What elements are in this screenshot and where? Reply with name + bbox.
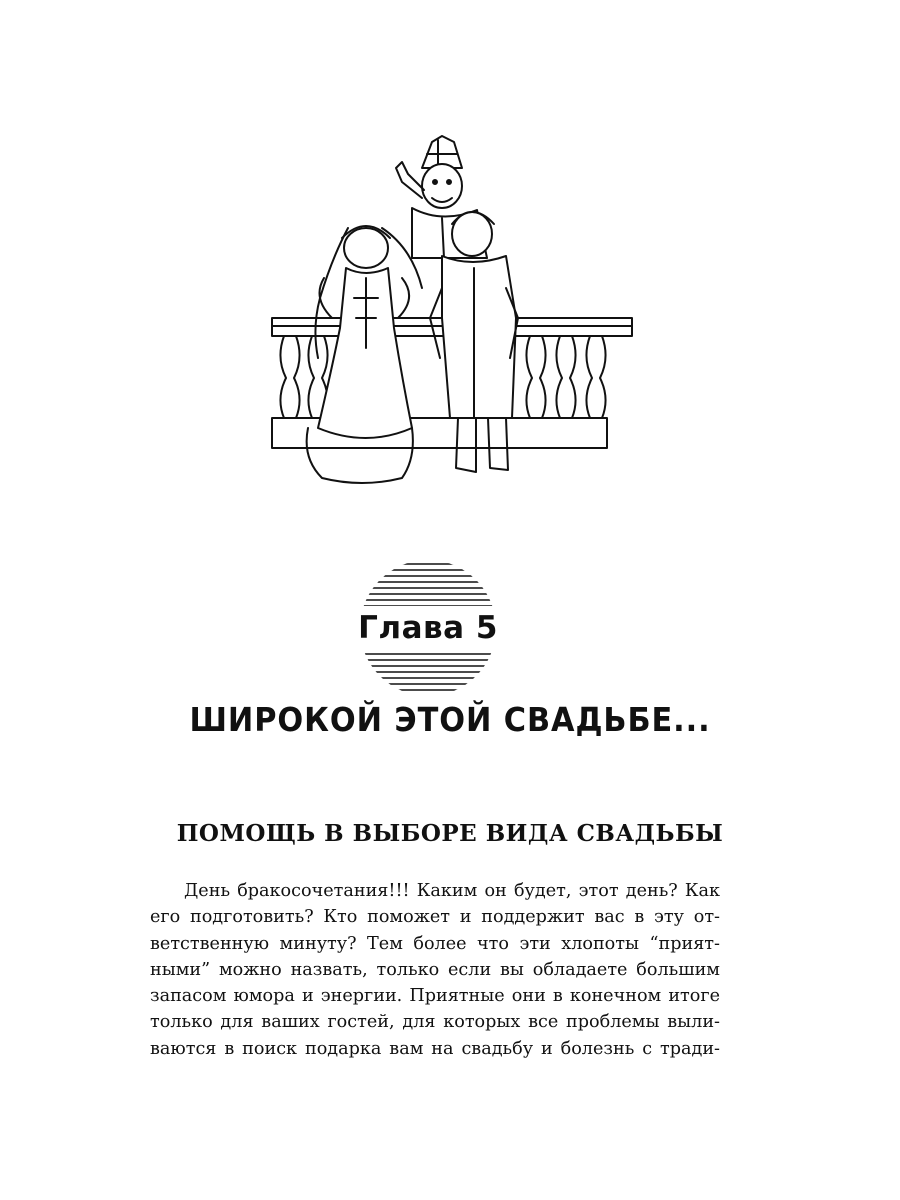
body-line: ными” можно назвать, только если вы обладаете большим — [150, 959, 720, 980]
chapter-title: ШИРОКОЙ ЭТОЙ СВАДЬБЕ... — [189, 700, 711, 739]
body-paragraph — [150, 878, 720, 1062]
body-line: ваются в поиск подарка вам на свадьбу и болезнь с тради- — [150, 1038, 720, 1059]
chapter-label: Глава 5 — [358, 606, 498, 650]
body-line: запасом юмора и энергии. Приятные они в конечном итоге — [150, 986, 720, 1007]
body-line: День бракосочетания!!! Каким он будет, этот день? Как — [184, 881, 720, 901]
body-line: его подготовить? Кто поможет и поддержит вас в эту от- — [150, 907, 720, 928]
wedding-ceremony-illustration — [262, 128, 642, 500]
body-line: только для ваших гостей, для которых все проблемы выли- — [150, 1012, 720, 1033]
section-heading: ПОМОЩЬ В ВЫБОРЕ ВИДА СВАДЬБЫ — [176, 820, 724, 847]
body-line: ветственную минуту? Тем более что эти хлопоты “прият- — [150, 933, 720, 954]
